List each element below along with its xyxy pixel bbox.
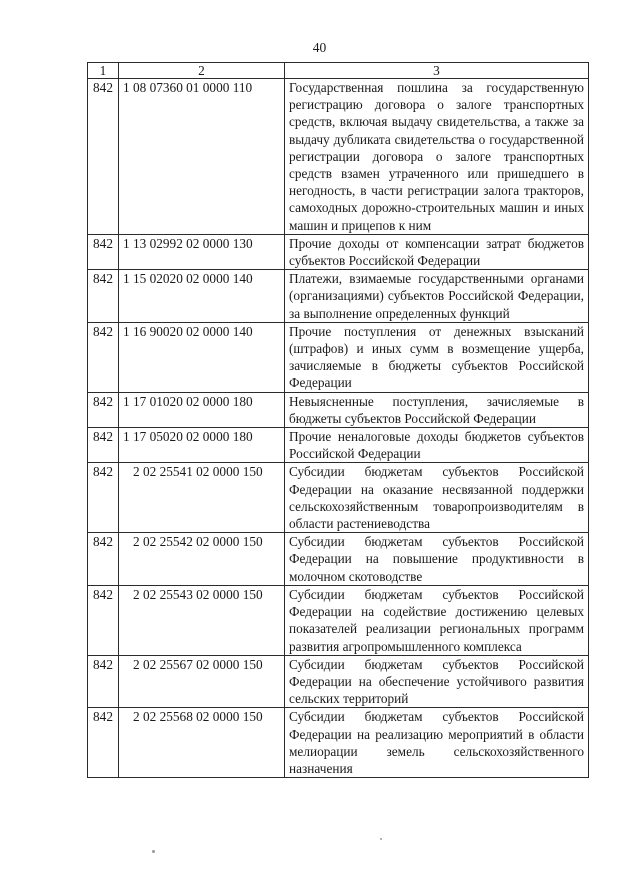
revenue-description-cell: Субсидии бюджетам субъектов Российской Федерации на повышение продуктивности в молочном скотоводстве [285,533,589,586]
table-row [88,270,589,323]
page-number: 40 [312,40,327,55]
admin-code-cell: 842 [88,234,119,269]
revenue-code-cell: 2 02 25568 02 0000 150 [119,708,285,778]
column-header-2: 2 [119,63,285,79]
revenue-description-cell: Субсидии бюджетам субъектов Российской Федерации на обеспечение устойчивого развития сельских территорий [285,655,589,708]
revenue-description-cell: Прочие неналоговые доходы бюджетов субъектов Российской Федерации [285,428,589,463]
revenue-code-cell: 2 02 25543 02 0000 150 [119,585,285,655]
revenue-code-cell: 2 02 25541 02 0000 150 [119,463,285,533]
admin-code-cell: 842 [88,708,119,778]
table-row [88,392,589,427]
revenue-codes-table [87,62,589,778]
revenue-code-cell: 2 02 25542 02 0000 150 [119,533,285,586]
revenue-code-cell: 1 08 07360 01 0000 110 [119,79,285,235]
table-row [88,463,589,533]
revenue-description-cell: Субсидии бюджетам субъектов Российской Федерации на содействие достижению целевых показателей реализации региональных программ развития агропромышленного комплекса [285,585,589,655]
admin-code-cell: 842 [88,463,119,533]
table-row [88,79,589,235]
table-header-row [88,63,589,79]
revenue-code-cell: 1 17 01020 02 0000 180 [119,392,285,427]
revenue-description-cell: Невыясненные поступления, зачисляемые в бюджеты субъектов Российской Федерации [285,392,589,427]
scan-speck [152,850,155,853]
revenue-description-cell: Субсидии бюджетам субъектов Российской Федерации на реализацию мероприятий в области мелиорации земель сельскохозяйственного назначения [285,708,589,778]
admin-code-cell: 842 [88,585,119,655]
revenue-code-cell: 1 16 90020 02 0000 140 [119,322,285,392]
column-header-3: 3 [285,63,589,79]
admin-code-cell: 842 [88,322,119,392]
table-row [88,585,589,655]
revenue-description-cell: Субсидии бюджетам субъектов Российской Федерации на оказание несвязанной поддержки сельскохозяйственным товаропроизводителям в области растениеводства [285,463,589,533]
revenue-code-cell: 1 17 05020 02 0000 180 [119,428,285,463]
admin-code-cell: 842 [88,270,119,323]
admin-code-cell: 842 [88,79,119,235]
revenue-description-cell: Платежи, взимаемые государственными органами (организациями) субъектов Российской Федерации, за выполнение определенных функций [285,270,589,323]
table-row [88,428,589,463]
table-body [88,79,589,778]
revenue-code-cell: 1 13 02992 02 0000 130 [119,234,285,269]
revenue-description-cell: Государственная пошлина за государственную регистрацию договора о залоге транспортных средств, включая выдачу свидетельства, а также за выдачу дубликата свидетельства о государственной регистрации договора о залоге транспортных средств взамен утраченного или пришедшего в негодность, в части регистрации залога тракторов, самоходных дорожно-строительных машин и иных машин и прицепов к ним [285,79,589,235]
revenue-description-cell: Прочие поступления от денежных взысканий (штрафов) и иных сумм в возмещение ущерба, зачисляемые в бюджеты субъектов Российской Федерации [285,322,589,392]
table-row [88,234,589,269]
table-row [88,533,589,586]
admin-code-cell: 842 [88,428,119,463]
table-row [88,322,589,392]
admin-code-cell: 842 [88,533,119,586]
scan-speck [380,838,382,840]
admin-code-cell: 842 [88,655,119,708]
table-row [88,655,589,708]
revenue-description-cell: Прочие доходы от компенсации затрат бюджетов субъектов Российской Федерации [285,234,589,269]
column-header-1: 1 [88,63,119,79]
revenue-code-cell: 1 15 02020 02 0000 140 [119,270,285,323]
revenue-code-cell: 2 02 25567 02 0000 150 [119,655,285,708]
admin-code-cell: 842 [88,392,119,427]
table-row [88,708,589,778]
